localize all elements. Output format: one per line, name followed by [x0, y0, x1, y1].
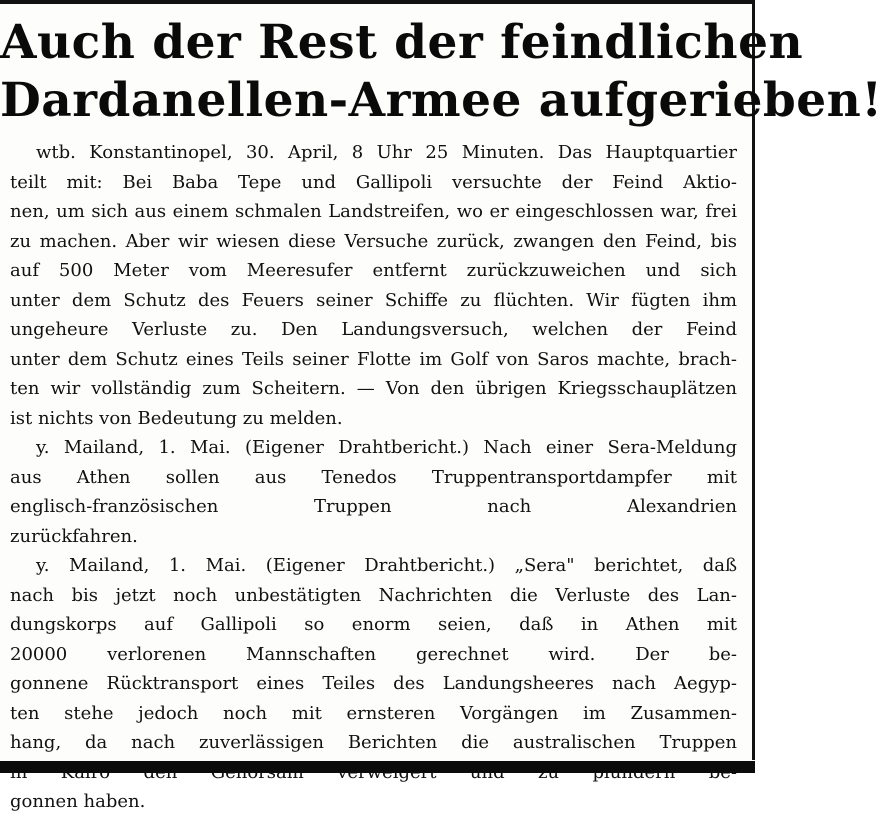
text-line: nach bis jetzt noch unbestätigten Nachrichten die Verluste des Lan-: [10, 584, 737, 606]
paragraph-konstantinopel: [10, 138, 737, 433]
headline-line-2: Dardanellen-Armee aufgerieben!: [0, 73, 882, 128]
paragraph-mailand-2: [10, 551, 737, 817]
text-line: zu machen. Aber wir wiesen diese Versuche zurück, zwangen den Feind, bis: [10, 230, 737, 252]
text-line: ten stehe jedoch noch mit ernsteren Vorgängen im Zusammen-: [10, 702, 737, 724]
text-line: teilt mit: Bei Baba Tepe und Gallipoli versuchte der Feind Aktio-: [10, 171, 737, 193]
headline-line-1: Auch der Rest der feindlichen: [0, 15, 804, 70]
text-line: zurückfahren.: [10, 525, 138, 547]
text-line: unter dem Schutz des Feuers seiner Schiffe zu flüchten. Wir fügten ihm: [10, 289, 737, 311]
text-line: unter dem Schutz eines Teils seiner Flotte im Golf von Saros machte, brach-: [10, 348, 737, 370]
article-body: [10, 138, 737, 817]
text-line: hang, da nach zuverlässigen Berichten die australischen Truppen: [10, 732, 737, 753]
text-line: dungskorps auf Gallipoli so enorm seien, daß in Athen mit: [10, 614, 737, 635]
text-line: nen, um sich aus einem schmalen Landstreifen, wo er eingeschlossen war, frei: [10, 201, 737, 222]
text-line: y. Mailand, 1. Mai. (Eigener Drahtbericht.) Nach einer Sera-Meldung: [36, 437, 737, 458]
text-line: wtb. Konstantinopel, 30. April, 8 Uhr 25 Minuten. Das Hauptquartier: [36, 142, 737, 163]
headline: [0, 14, 882, 130]
text-line: ten wir vollständig zum Scheitern. — Von den übrigen Kriegsschauplätzen: [10, 378, 737, 399]
text-line: auf 500 Meter vom Meeresufer entfernt zurückzuweichen und sich: [10, 260, 737, 281]
paragraph-mailand-1: [10, 433, 737, 551]
top-border-rule: [0, 0, 755, 4]
text-line: aus Athen sollen aus Tenedos Truppentransportdampfer mit: [10, 466, 737, 488]
text-line: ungeheure Verluste zu. Den Landungsversuch, welchen der Feind: [10, 319, 737, 340]
text-line: gonnen haben.: [10, 791, 146, 812]
text-line: y. Mailand, 1. Mai. (Eigener Drahtbericht.) „Sera" berichtet, daß: [36, 555, 737, 576]
text-line: ist nichts von Bedeutung zu melden.: [10, 407, 343, 429]
text-line: englisch-französischen Truppen nach Alexandrien: [10, 496, 737, 517]
text-line: 20000 verlorenen Mannschaften gerechnet wird. Der be-: [10, 643, 737, 665]
text-line: gonnene Rücktransport eines Teiles des Landungsheeres nach Aegyp-: [10, 673, 737, 694]
bottom-border-rule: [0, 761, 755, 773]
